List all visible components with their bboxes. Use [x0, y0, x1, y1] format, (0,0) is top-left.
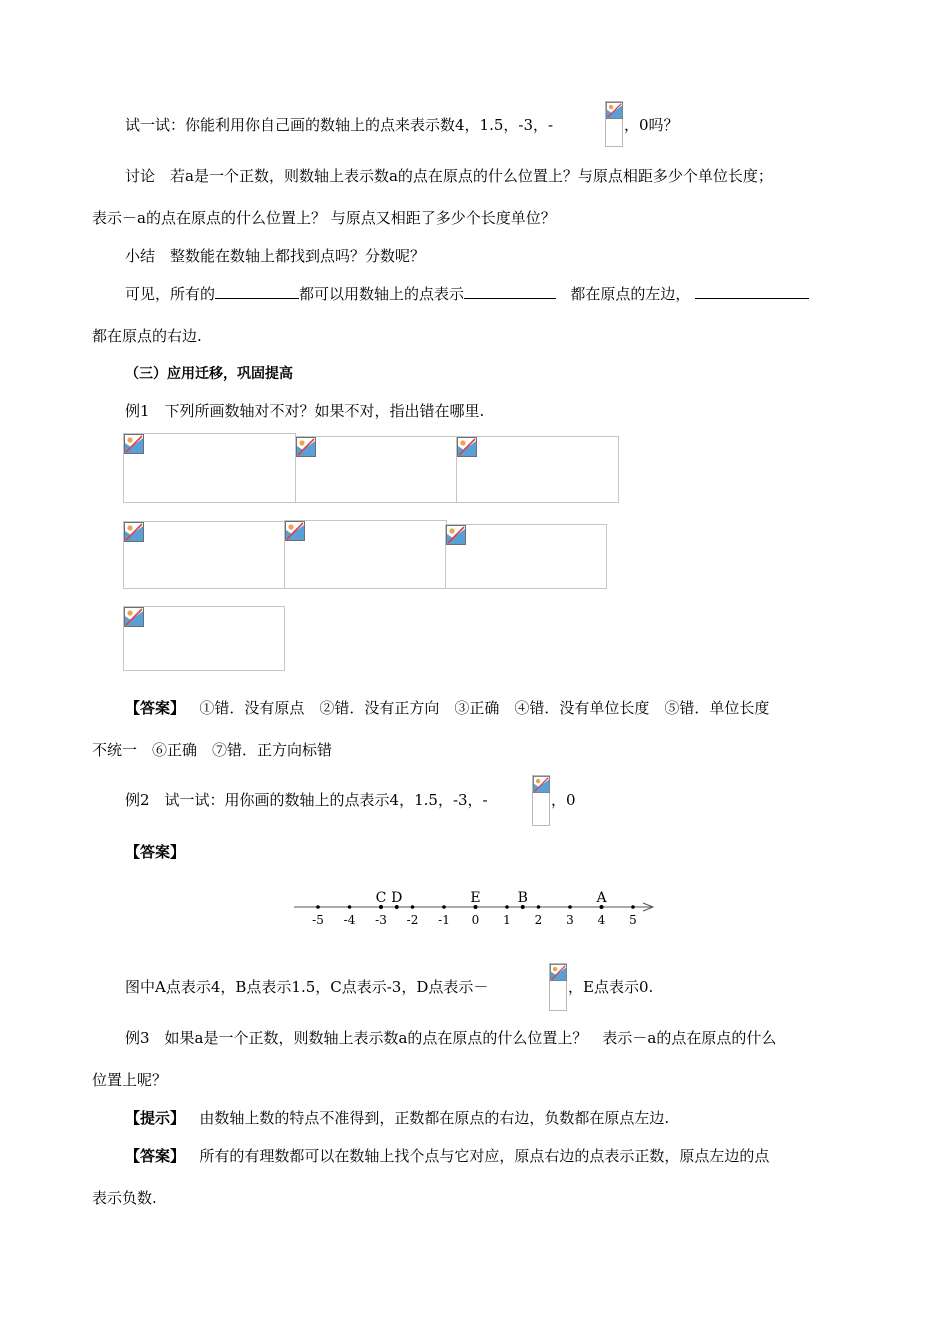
- section-heading: （三）应用迁移，巩固提高: [125, 366, 293, 382]
- axis-figure-7: [123, 606, 285, 671]
- blank-2[interactable]: [464, 284, 556, 299]
- example2-tail: ，0: [551, 791, 576, 809]
- tick-label: 1: [503, 913, 511, 927]
- point-label-D: D: [391, 890, 403, 906]
- try-it-tail: ，0吗？: [624, 116, 679, 134]
- blank-1[interactable]: [215, 284, 299, 299]
- example3-line1: 例3 如果a是一个正数，则数轴上表示数a的点在原点的什么位置上？ 表示－a的点在原点的什么: [125, 1029, 777, 1047]
- broken-image-icon: [124, 522, 144, 542]
- example2-text: 例2 试一试：用你画的数轴上的点表示4，1.5，-3，-: [125, 791, 488, 809]
- try-it-text: 试一试：你能利用你自己画的数轴上的点来表示数4，1.5，-3，-: [125, 116, 554, 134]
- tick-label: -1: [438, 913, 450, 927]
- tick-dot: [442, 905, 446, 909]
- discussion-line2: 表示－a的点在原点的什么位置上？ 与原点又相距了多少个长度单位？: [92, 209, 556, 227]
- broken-image-icon: [285, 521, 305, 541]
- broken-image-icon: [457, 437, 477, 457]
- fill-in-line: 可见，所有的 都可以用数轴上的点表示 都在原点的左边，: [125, 284, 809, 304]
- answer3-line1: 【答案】 所有的有理数都可以在数轴上找个点与它对应，原点右边的点表示正数，原点左边的点: [125, 1147, 770, 1165]
- fraction-image: [532, 775, 550, 826]
- answer2-label: 【答案】: [125, 843, 186, 861]
- tick-label: 5: [629, 913, 637, 927]
- answer1-line1: 【答案】 ①错．没有原点 ②错．没有正方向 ③正确 ④错．没有单位长度 ⑤错．单位长度: [125, 699, 770, 717]
- answer1-line2: 不统一 ⑥正确 ⑦错．正方向标错: [92, 741, 333, 759]
- broken-image-icon: [296, 437, 316, 457]
- tick-dot: [505, 905, 509, 909]
- point-label-A: A: [596, 890, 607, 906]
- broken-image-icon: [550, 964, 567, 981]
- tick-label: -5: [312, 913, 324, 927]
- hint-line: 【提示】 由数轴上数的特点不准得到，正数都在原点的右边，负数都在原点左边.: [125, 1109, 670, 1127]
- fraction-image: [549, 963, 567, 1011]
- summary-line: 小结 整数能在数轴上都找到点吗？分数呢？: [125, 247, 426, 265]
- tick-dot: [631, 905, 635, 909]
- point-label-B: B: [517, 890, 528, 906]
- tick-label: 4: [597, 913, 606, 927]
- number-line: [280, 880, 670, 935]
- point-label-E: E: [470, 890, 481, 906]
- example3-line2: 位置上呢？: [92, 1071, 168, 1089]
- axis-figure-1: [123, 433, 296, 503]
- tick-label: -3: [375, 913, 387, 927]
- axis-figure-3: [456, 436, 619, 503]
- axis-figure-4: [123, 521, 286, 589]
- try-it-line: [125, 115, 553, 135]
- broken-image-icon: [124, 607, 144, 627]
- figure-text-a: 图中A点表示4，B点表示1.5，C点表示-3，D点表示－: [125, 978, 489, 996]
- discussion-line1: 讨论 若a是一个正数，则数轴上表示数a的点在原点的什么位置上？与原点相距多少个单位长度；: [125, 167, 773, 185]
- fill-in-line2: 都在原点的右边.: [92, 327, 202, 345]
- figure-text-b: ，E点表示0.: [568, 978, 654, 996]
- tick-label: 0: [471, 913, 480, 927]
- broken-image-icon: [446, 525, 466, 545]
- broken-image-icon: [124, 434, 144, 454]
- tick-label: -2: [406, 913, 419, 927]
- answer3-line2: 表示负数.: [92, 1189, 157, 1207]
- tick-dot: [537, 905, 541, 909]
- tick-dot: [348, 905, 352, 909]
- axis-figure-5: [284, 520, 447, 589]
- tick-dot: [568, 905, 572, 909]
- broken-image-icon: [606, 102, 623, 119]
- tick-label: -4: [343, 913, 356, 927]
- tick-dot: [411, 905, 415, 909]
- tick-dot: [316, 905, 320, 909]
- axis-figure-6: [445, 524, 607, 589]
- tick-label: 2: [534, 913, 543, 927]
- blank-3[interactable]: [695, 284, 809, 299]
- axis-figure-2: [295, 436, 457, 503]
- fraction-image: [605, 101, 623, 147]
- example1-text: 例1 下列所画数轴对不对？如果不对，指出错在哪里.: [125, 402, 485, 420]
- point-label-C: C: [375, 890, 387, 906]
- tick-label: 3: [566, 913, 574, 927]
- broken-image-icon: [533, 776, 550, 793]
